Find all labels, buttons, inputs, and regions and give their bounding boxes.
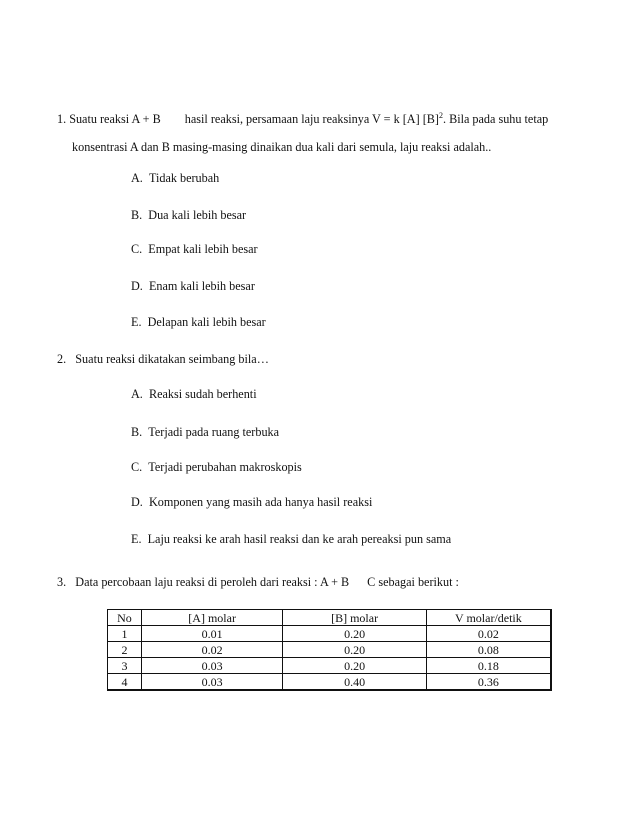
cell-a-molar: 0.01 <box>141 626 282 642</box>
cell-b-molar: 0.20 <box>283 658 426 674</box>
cell-rate: 0.08 <box>426 642 551 658</box>
cell-b-molar: 0.20 <box>283 626 426 642</box>
cell-a-molar: 0.02 <box>141 642 282 658</box>
header-b-molar: [B] molar <box>283 610 426 626</box>
question-2 <box>57 352 269 367</box>
header-a-molar: [A] molar <box>141 610 282 626</box>
question-1-condition: . Bila pada suhu tetap <box>442 112 549 126</box>
question-1-option-c: C. Empat kali lebih besar <box>131 242 258 256</box>
question-2-text: Suatu reaksi dikatakan seimbang bila… <box>75 352 269 366</box>
question-1-option-a: A. Tidak berubah <box>131 171 220 185</box>
question-1-line-2: konsentrasi A dan B masing-masing dinaikan dua kali dari semula, laju reaksi adalah.. <box>72 140 492 154</box>
cell-rate: 0.02 <box>426 626 551 642</box>
cell-a-molar: 0.03 <box>141 674 282 691</box>
cell-rate: 0.18 <box>426 658 551 674</box>
question-2-number: 2. <box>57 352 67 366</box>
cell-rate: 0.36 <box>426 674 551 691</box>
question-3 <box>57 575 459 590</box>
question-1-rate-law: hasil reaksi, persamaan laju reaksinya V = k [A] [B] <box>184 112 439 126</box>
cell-no: 4 <box>108 674 142 691</box>
cell-a-molar: 0.03 <box>141 658 282 674</box>
question-1-option-b: B. Dua kali lebih besar <box>131 208 247 222</box>
question-3-text: Data percobaan laju reaksi di peroleh dari reaksi : A + B <box>75 575 350 589</box>
question-1-line-1 <box>57 112 548 127</box>
question-2-option-e: E. Laju reaksi ke arah hasil reaksi dan ke arah pereaksi pun sama <box>131 532 452 546</box>
table-row <box>108 674 552 691</box>
header-no: No <box>108 610 142 626</box>
question-1-number: 1. <box>57 112 67 126</box>
cell-no: 3 <box>108 658 142 674</box>
question-2-option-a: A. Reaksi sudah berhenti <box>131 387 257 401</box>
cell-no: 2 <box>108 642 142 658</box>
table-row <box>108 642 552 658</box>
cell-no: 1 <box>108 626 142 642</box>
question-2-option-c: C. Terjadi perubahan makroskopis <box>131 460 302 474</box>
question-2-option-d: D. Komponen yang masih ada hanya hasil reaksi <box>131 495 373 509</box>
cell-b-molar: 0.40 <box>283 674 426 691</box>
question-3-product: C sebagai berikut : <box>367 575 459 589</box>
table-row <box>108 626 552 642</box>
question-1-exponent: 2 <box>438 110 443 120</box>
question-1-option-e: E. Delapan kali lebih besar <box>131 315 266 329</box>
table-header-row <box>108 610 552 626</box>
question-1-option-d: D. Enam kali lebih besar <box>131 279 255 293</box>
question-1-reactants: Suatu reaksi A + B <box>69 112 161 126</box>
question-2-option-b: B. Terjadi pada ruang terbuka <box>131 425 280 439</box>
cell-b-molar: 0.20 <box>283 642 426 658</box>
table-row <box>108 658 552 674</box>
experiment-data-table <box>107 609 552 691</box>
header-rate: V molar/detik <box>426 610 551 626</box>
question-3-number: 3. <box>57 575 67 589</box>
